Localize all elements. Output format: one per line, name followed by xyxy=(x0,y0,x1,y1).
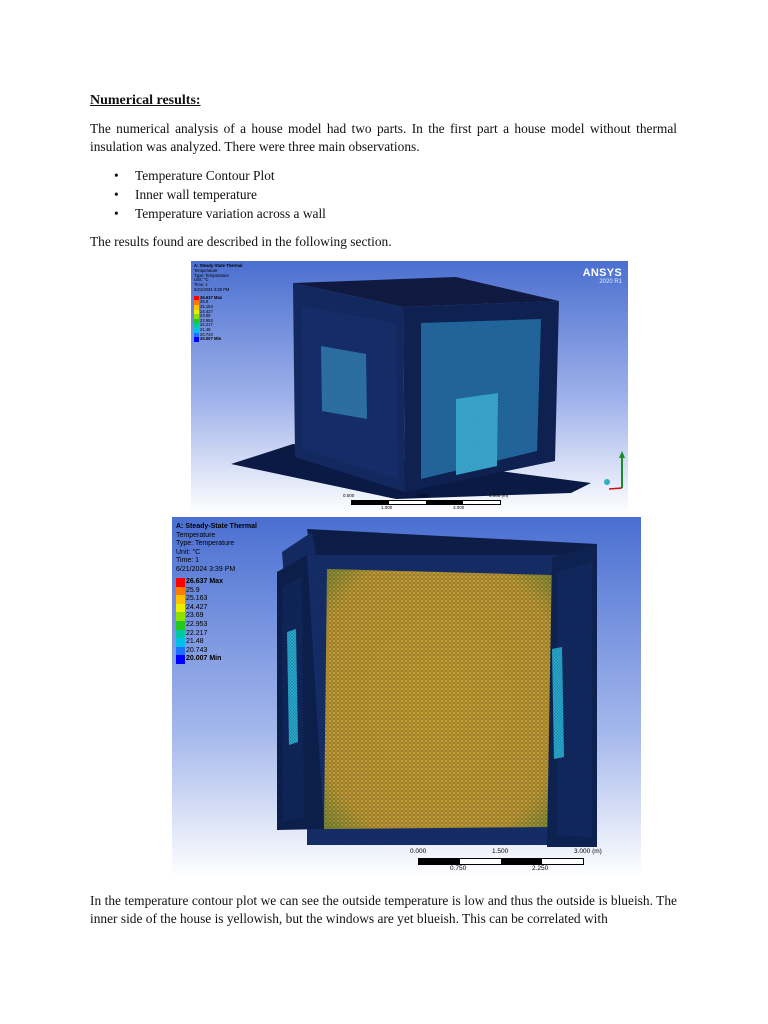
legend-entry: 25.9 xyxy=(194,300,242,305)
intro-paragraph: The numerical analysis of a house model had two parts. In the first part a house model without thermal insulation was analyzed. There were three main observations. xyxy=(90,121,677,154)
legend-entry: 21.48 xyxy=(176,638,257,647)
legend-line: Type: Temperature xyxy=(176,540,235,547)
bullet-icon: • xyxy=(114,168,119,183)
scale-bar xyxy=(341,493,509,513)
list-item: • Temperature variation across a wall xyxy=(114,206,326,221)
legend-swatch xyxy=(176,578,185,587)
legend-entry: 20.743 xyxy=(176,647,257,656)
legend-swatch xyxy=(176,604,185,613)
legend-line: Unit: °C xyxy=(194,277,209,283)
legend-entry: 22.217 xyxy=(176,630,257,639)
scale-label: 1.000 xyxy=(381,505,393,510)
house-exterior-render xyxy=(191,261,628,514)
legend-line: Time: 1 xyxy=(176,557,200,564)
legend-swatch xyxy=(176,647,185,656)
legend-entry: 25.9 xyxy=(176,587,257,596)
conclusion-paragraph: In the temperature contour plot we can see the outside temperature is low and thus the outside is blueish. The inner side of the house is yellowish, but the windows are yet blueish. This can be correlated with xyxy=(90,893,677,926)
section-heading: Numerical results: xyxy=(90,93,201,108)
results-paragraph: The results found are described in the following section. xyxy=(90,234,392,249)
legend-line: Temperature xyxy=(176,531,216,539)
legend-swatch xyxy=(176,612,185,621)
legend-line: 6/21/2024 3:39 PM xyxy=(176,565,236,573)
legend-line: Temperature xyxy=(194,267,218,273)
brand-version: 2020 R1 xyxy=(599,279,622,285)
contour-legend xyxy=(194,264,242,342)
legend-entry: 22.953 xyxy=(176,621,257,630)
house-section-contour-figure xyxy=(172,517,641,877)
legend-entry: 22.953 xyxy=(194,319,242,324)
list-item: • Inner wall temperature xyxy=(114,187,257,202)
legend-entry: 23.69 xyxy=(194,314,242,319)
legend-entry-max: 26.637 Max xyxy=(194,296,242,301)
legend-entry-max: 26.637 Max xyxy=(176,578,257,587)
legend-entry: 20.743 xyxy=(194,333,242,338)
brand-name: ANSYS xyxy=(582,267,622,279)
legend-line: Type: Temperature xyxy=(194,272,229,278)
legend-swatch xyxy=(176,621,185,630)
observation-list xyxy=(90,166,326,223)
legend-title: A: Steady-State Thermal xyxy=(194,263,243,268)
scale-label: 3.000 (m) xyxy=(574,848,602,855)
contour-legend xyxy=(176,523,257,664)
legend-entry: 21.48 xyxy=(194,328,242,333)
house-exterior-contour-figure xyxy=(191,261,628,514)
bullet-icon: • xyxy=(114,187,119,202)
legend-swatch xyxy=(176,638,185,647)
legend-line: 6/21/2024 3:38 PM xyxy=(194,286,230,292)
legend-swatch xyxy=(176,655,185,664)
scale-label: 0.000 xyxy=(410,848,427,855)
legend-line: Time: 1 xyxy=(194,282,208,288)
scale-label: 2.000 xyxy=(417,493,429,498)
legend-entry: 24.427 xyxy=(194,310,242,315)
scale-label: 4.000 (m) xyxy=(489,493,509,498)
legend-entry: 25.163 xyxy=(176,595,257,604)
legend-entry: 23.69 xyxy=(176,612,257,621)
scale-ruler xyxy=(418,858,584,865)
legend-line: Unit: °C xyxy=(176,548,201,556)
scale-label: 0.000 xyxy=(343,493,355,498)
legend-swatch xyxy=(176,595,185,604)
scale-label: 3.000 xyxy=(453,505,465,510)
scale-label: 1.500 xyxy=(492,848,509,855)
scale-label: 2.250 xyxy=(532,865,549,872)
ansys-logo xyxy=(583,267,622,285)
list-item: • Temperature Contour Plot xyxy=(114,168,275,183)
scale-label: 0.750 xyxy=(450,865,467,872)
legend-entry: 25.163 xyxy=(194,305,242,310)
legend-entry: 24.427 xyxy=(176,604,257,613)
legend-swatch xyxy=(194,337,199,342)
legend-entry-min: 20.007 Min xyxy=(194,337,242,342)
scale-ruler xyxy=(351,500,501,505)
legend-swatch xyxy=(176,630,185,639)
legend-title: A: Steady-State Thermal xyxy=(176,523,257,530)
legend-entry: 22.217 xyxy=(194,323,242,328)
legend-entry-min: 20.007 Min xyxy=(176,655,257,664)
legend-swatch xyxy=(176,587,185,596)
bullet-icon: • xyxy=(114,206,119,221)
scale-bar xyxy=(408,848,633,874)
